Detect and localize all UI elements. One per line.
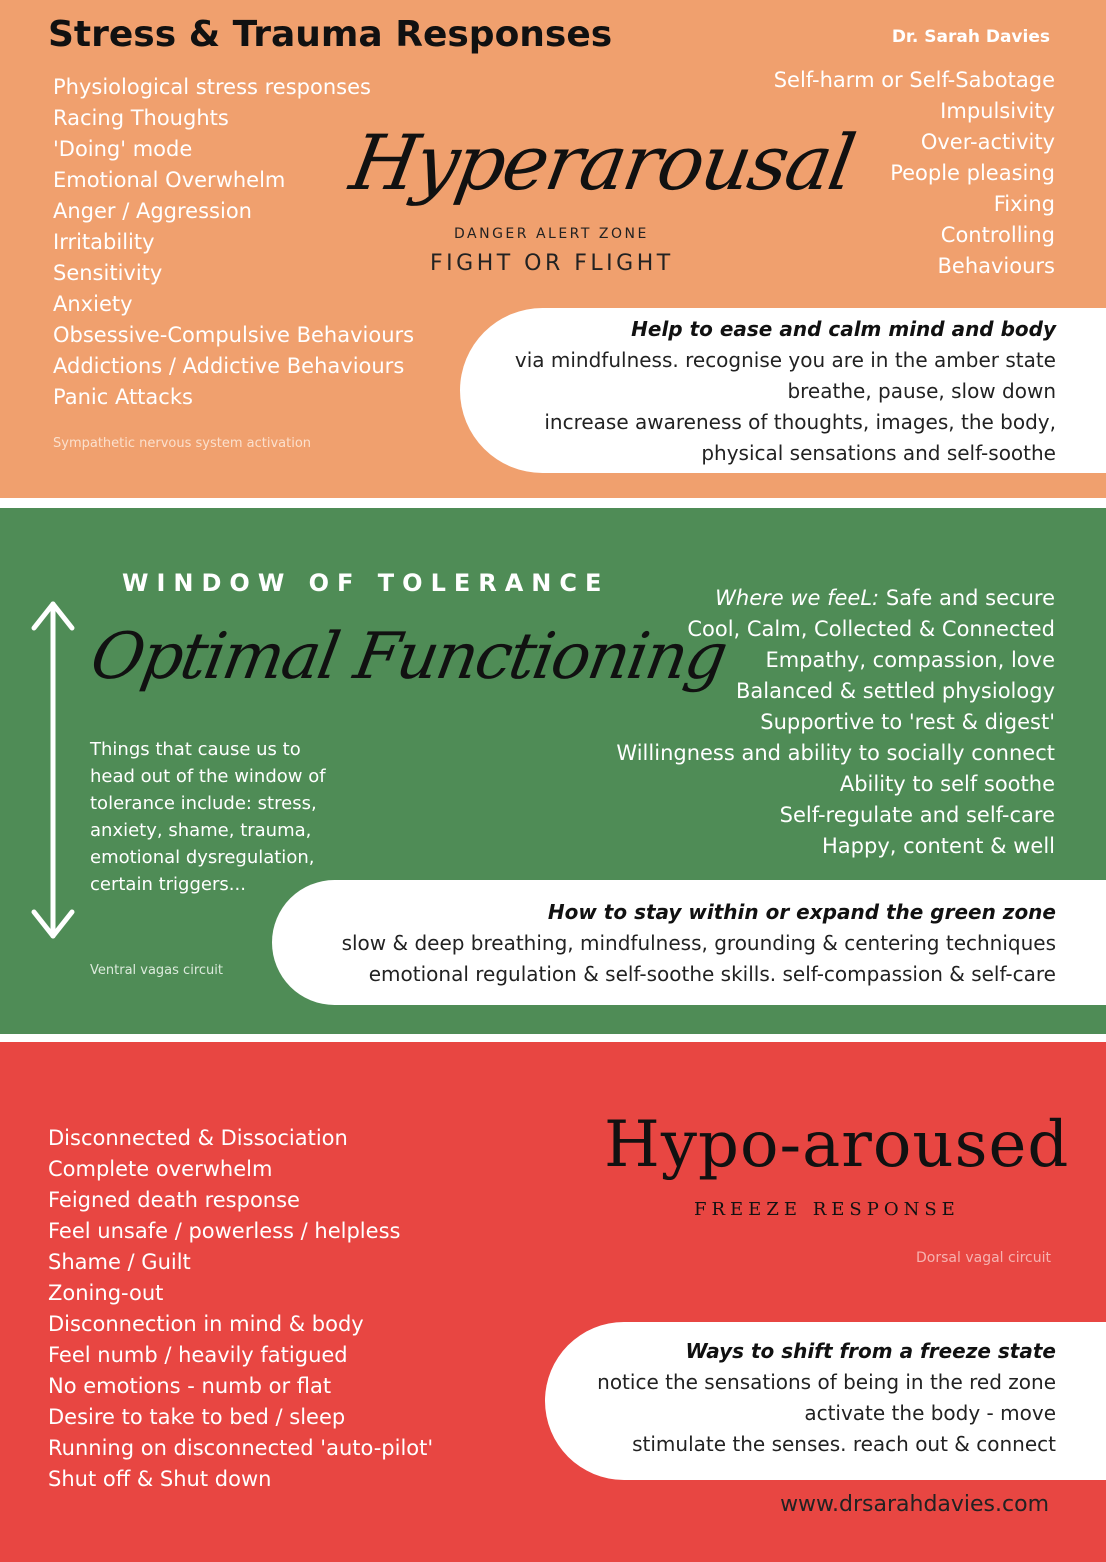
hyperarousal-section [0,0,1106,498]
list-item: Controlling [940,223,1055,247]
optimal-functioning-title: Optimal Functioning [85,620,732,694]
list-item: People pleasing [890,161,1055,185]
sympathetic-footnote: Sympathetic nervous system activation [53,436,312,451]
list-item: Empathy, compassion, love [765,648,1055,672]
list-item: Racing Thoughts [53,106,229,130]
help-heading: Help to ease and calm mind and body [631,317,1056,341]
where-we-feel-label: Where we feeL: [715,586,880,610]
list-item: Balanced & settled physiology [735,679,1055,703]
list-item: Physiological stress responses [53,75,371,99]
list-item: Disconnection in mind & body [48,1312,364,1336]
help-line: activate the body - move [804,1401,1056,1425]
help-line: slow & deep breathing, mindfulness, grounding & centering techniques [341,931,1056,955]
danger-alert-zone-label: DANGER ALERT ZONE [454,226,649,242]
double-headed-vertical-arrow-icon [28,596,78,944]
help-line: emotional regulation & self-soothe skills. self-compassion & self-care [368,962,1056,986]
list-item: Shame / Guilt [48,1250,191,1274]
dorsal-vagal-footnote: Dorsal vagal circuit [916,1250,1051,1266]
list-item: Feel numb / heavily fatigued [48,1343,348,1367]
list-item: Irritability [53,230,155,254]
window-exit-causes-text: Things that cause us to head out of the window of tolerance include: stress, anxiety, shame, trauma, emotional dysregulation, certain triggers... [90,739,326,895]
list-item: Happy, content & well [822,834,1055,858]
list-item: Feigned death response [48,1188,300,1212]
hyperarousal-title: Hyperarousal [344,118,860,207]
list-item: Fixing [993,192,1055,216]
list-item: Addictions / Addictive Behaviours [53,354,405,378]
list-item: Feel unsafe / powerless / helpless [48,1219,401,1243]
where-we-feel-value: Safe and secure [879,586,1055,610]
list-item: Complete overwhelm [48,1157,273,1181]
hypo-aroused-title: Hypo-aroused [604,1108,1070,1182]
help-line: physical sensations and self-soothe [701,441,1056,465]
list-item: No emotions - numb or flat [48,1374,332,1398]
list-item: Emotional Overwhelm [53,168,286,192]
list-item: Behaviours [937,254,1055,278]
fight-or-flight-label: FIGHT OR FLIGHT [430,251,674,276]
freeze-help-panel [545,1322,1106,1480]
list-item: Anxiety [53,292,133,316]
list-item: Cool, Calm, Collected & Connected [687,617,1055,641]
list-item: Over-activity [920,130,1055,154]
list-item: Obsessive-Compulsive Behaviours [53,323,415,347]
page-title: Stress & Trauma Responses [48,14,613,55]
hyperarousal-help-panel [460,308,1106,473]
help-line: notice the sensations of being in the red zone [597,1370,1056,1394]
list-item: Ability to self soothe [839,772,1055,796]
list-item: Willingness and ability to socially connect [616,741,1055,765]
list-item: Supportive to 'rest & digest' [760,710,1055,734]
freeze-response-label: FREEZE RESPONSE [694,1199,960,1220]
list-item: 'Doing' mode [53,137,193,161]
help-line: stimulate the senses. reach out & connect [632,1432,1056,1456]
list-item [616,583,1055,614]
list-item: Desire to take to bed / sleep [48,1405,346,1429]
author-name: Dr. Sarah Davies [891,27,1050,47]
green-zone-help-panel [272,880,1106,1005]
optimal-functioning-list [616,583,1055,862]
list-item: Sensitivity [53,261,163,285]
list-item: Shut off & Shut down [48,1467,272,1491]
list-item: Self-regulate and self-care [779,803,1055,827]
help-line: via mindfulness. recognise you are in the amber state [514,348,1056,372]
help-line: breathe, pause, slow down [787,379,1056,403]
list-item: Running on disconnected 'auto-pilot' [48,1436,434,1460]
ventral-vagal-footnote: Ventral vagas circuit [90,963,223,978]
list-item: Zoning-out [48,1281,164,1305]
help-heading: Ways to shift from a freeze state [685,1339,1056,1363]
list-item: Panic Attacks [53,385,193,409]
list-item: Disconnected & Dissociation [48,1126,348,1150]
list-item: Anger / Aggression [53,199,252,223]
hypoarousal-symptom-list [48,1123,433,1495]
help-line: increase awareness of thoughts, images, the body, [544,410,1056,434]
help-heading: How to stay within or expand the green zone [547,900,1056,924]
window-of-tolerance-label: WINDOW OF TOLERANCE [122,569,610,597]
website-link[interactable]: www.drsarahdavies.com [780,1492,1049,1517]
list-item: Self-harm or Self-Sabotage [773,68,1055,92]
list-item: Impulsivity [940,99,1055,123]
